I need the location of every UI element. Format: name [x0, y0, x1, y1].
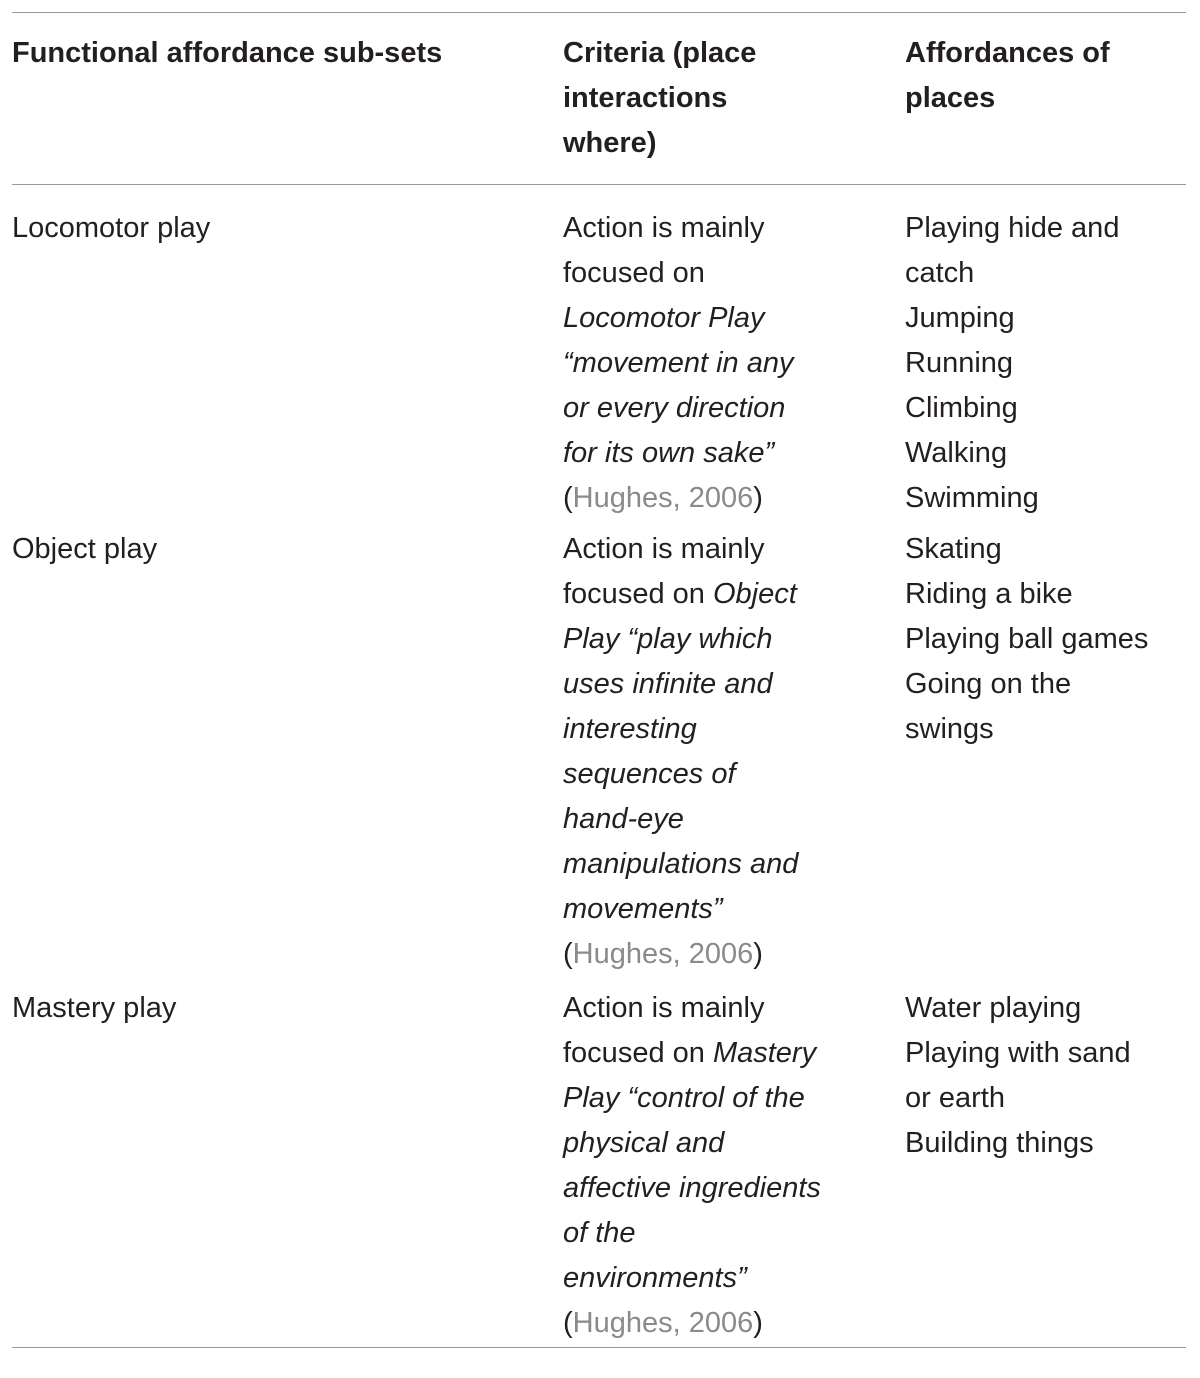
criteria-line	[563, 707, 905, 752]
criteria-italic: Mastery	[712, 1037, 817, 1069]
header-row	[12, 13, 1186, 184]
criteria-line	[563, 1301, 905, 1346]
criteria-text: focused on	[563, 1037, 713, 1069]
criteria-line	[563, 431, 905, 476]
affordance-item: Going on the	[905, 668, 1072, 700]
header-criteria-line: interactions	[563, 82, 728, 114]
criteria-line	[563, 1031, 905, 1076]
criteria-cell	[563, 527, 905, 986]
criteria-line	[563, 1166, 905, 1211]
header-affordances	[905, 31, 1186, 166]
cite-paren: (	[563, 938, 573, 970]
criteria-italic: Play “control of the	[563, 1082, 805, 1114]
affordance-item: Swimming	[905, 482, 1039, 514]
header-criteria-line: where)	[563, 127, 657, 159]
subset-cell: Locomotor play	[12, 212, 211, 244]
criteria-italic: uses infinite and	[563, 668, 773, 700]
header-subsets: Functional affordance sub-sets	[12, 37, 443, 69]
affordance-item: Water playing	[905, 992, 1082, 1024]
criteria-line	[563, 1256, 905, 1301]
header-criteria-line: Criteria (place	[563, 37, 757, 69]
criteria-italic: “movement in any	[563, 347, 794, 379]
criteria-line	[563, 887, 905, 932]
criteria-line	[563, 662, 905, 707]
criteria-italic: for its own sake”	[563, 437, 775, 469]
affordance-item: Climbing	[905, 392, 1018, 424]
affordance-item: Walking	[905, 437, 1008, 469]
criteria-line	[563, 932, 905, 977]
criteria-cell	[563, 206, 905, 527]
cite-paren: )	[753, 482, 763, 514]
criteria-text: Action is mainly	[563, 212, 765, 244]
criteria-line	[563, 572, 905, 617]
criteria-line	[563, 341, 905, 386]
criteria-italic: manipulations and	[563, 848, 799, 880]
table-row	[12, 185, 1186, 527]
criteria-italic: movements”	[563, 893, 723, 925]
criteria-italic: Locomotor Play	[563, 302, 765, 334]
criteria-italic: physical and	[563, 1127, 725, 1159]
citation-link[interactable]: Hughes, 2006	[572, 1307, 754, 1339]
criteria-text: Action is mainly	[563, 992, 765, 1024]
criteria-italic: hand-eye	[563, 803, 684, 835]
criteria-cell	[563, 986, 905, 1347]
affordances-cell	[905, 986, 1186, 1347]
criteria-text: focused on	[563, 578, 713, 610]
criteria-line	[563, 1076, 905, 1121]
criteria-italic: Play “play which	[563, 623, 773, 655]
affordance-item: Playing with sand	[905, 1037, 1131, 1069]
criteria-italic: of the	[563, 1217, 636, 1249]
criteria-text: focused on	[563, 257, 705, 289]
bottom-rule	[12, 1347, 1186, 1348]
criteria-line	[563, 1121, 905, 1166]
subset-cell: Mastery play	[12, 992, 177, 1024]
criteria-line	[563, 527, 905, 572]
criteria-line	[563, 617, 905, 662]
criteria-line	[563, 797, 905, 842]
cite-paren: (	[563, 482, 573, 514]
affordance-table	[12, 12, 1186, 1348]
criteria-italic: Object	[712, 578, 797, 610]
citation-link[interactable]: Hughes, 2006	[572, 938, 754, 970]
criteria-text: Action is mainly	[563, 533, 765, 565]
affordance-item: Building things	[905, 1127, 1094, 1159]
affordances-cell	[905, 527, 1186, 986]
criteria-line	[563, 476, 905, 521]
table-row	[12, 986, 1186, 1347]
affordance-item: Riding a bike	[905, 578, 1073, 610]
affordance-item: or earth	[905, 1082, 1005, 1114]
criteria-italic: interesting	[563, 713, 697, 745]
affordance-item: catch	[905, 257, 975, 289]
criteria-line	[563, 1211, 905, 1256]
affordance-item: swings	[905, 713, 994, 745]
criteria-line	[563, 386, 905, 431]
cite-paren: )	[753, 938, 763, 970]
criteria-line	[563, 842, 905, 887]
criteria-italic: affective ingredients	[563, 1172, 821, 1204]
criteria-line	[563, 296, 905, 341]
cite-paren: (	[563, 1307, 573, 1339]
affordance-item: Jumping	[905, 302, 1015, 334]
table-row	[12, 527, 1186, 986]
header-affordances-line: Affordances of	[905, 37, 1110, 69]
subset-cell: Object play	[12, 533, 158, 565]
cite-paren: )	[753, 1307, 763, 1339]
criteria-line	[563, 752, 905, 797]
criteria-line	[563, 206, 905, 251]
criteria-italic: environments”	[563, 1262, 747, 1294]
criteria-line	[563, 251, 905, 296]
header-affordances-line: places	[905, 82, 996, 114]
criteria-line	[563, 986, 905, 1031]
criteria-italic: sequences of	[563, 758, 736, 790]
header-criteria	[563, 31, 905, 166]
citation-link[interactable]: Hughes, 2006	[572, 482, 754, 514]
criteria-italic: or every direction	[563, 392, 786, 424]
affordance-item: Playing ball games	[905, 623, 1149, 655]
affordances-cell	[905, 206, 1186, 527]
affordance-item: Skating	[905, 533, 1002, 565]
affordance-item: Playing hide and	[905, 212, 1120, 244]
affordance-item: Running	[905, 347, 1014, 379]
